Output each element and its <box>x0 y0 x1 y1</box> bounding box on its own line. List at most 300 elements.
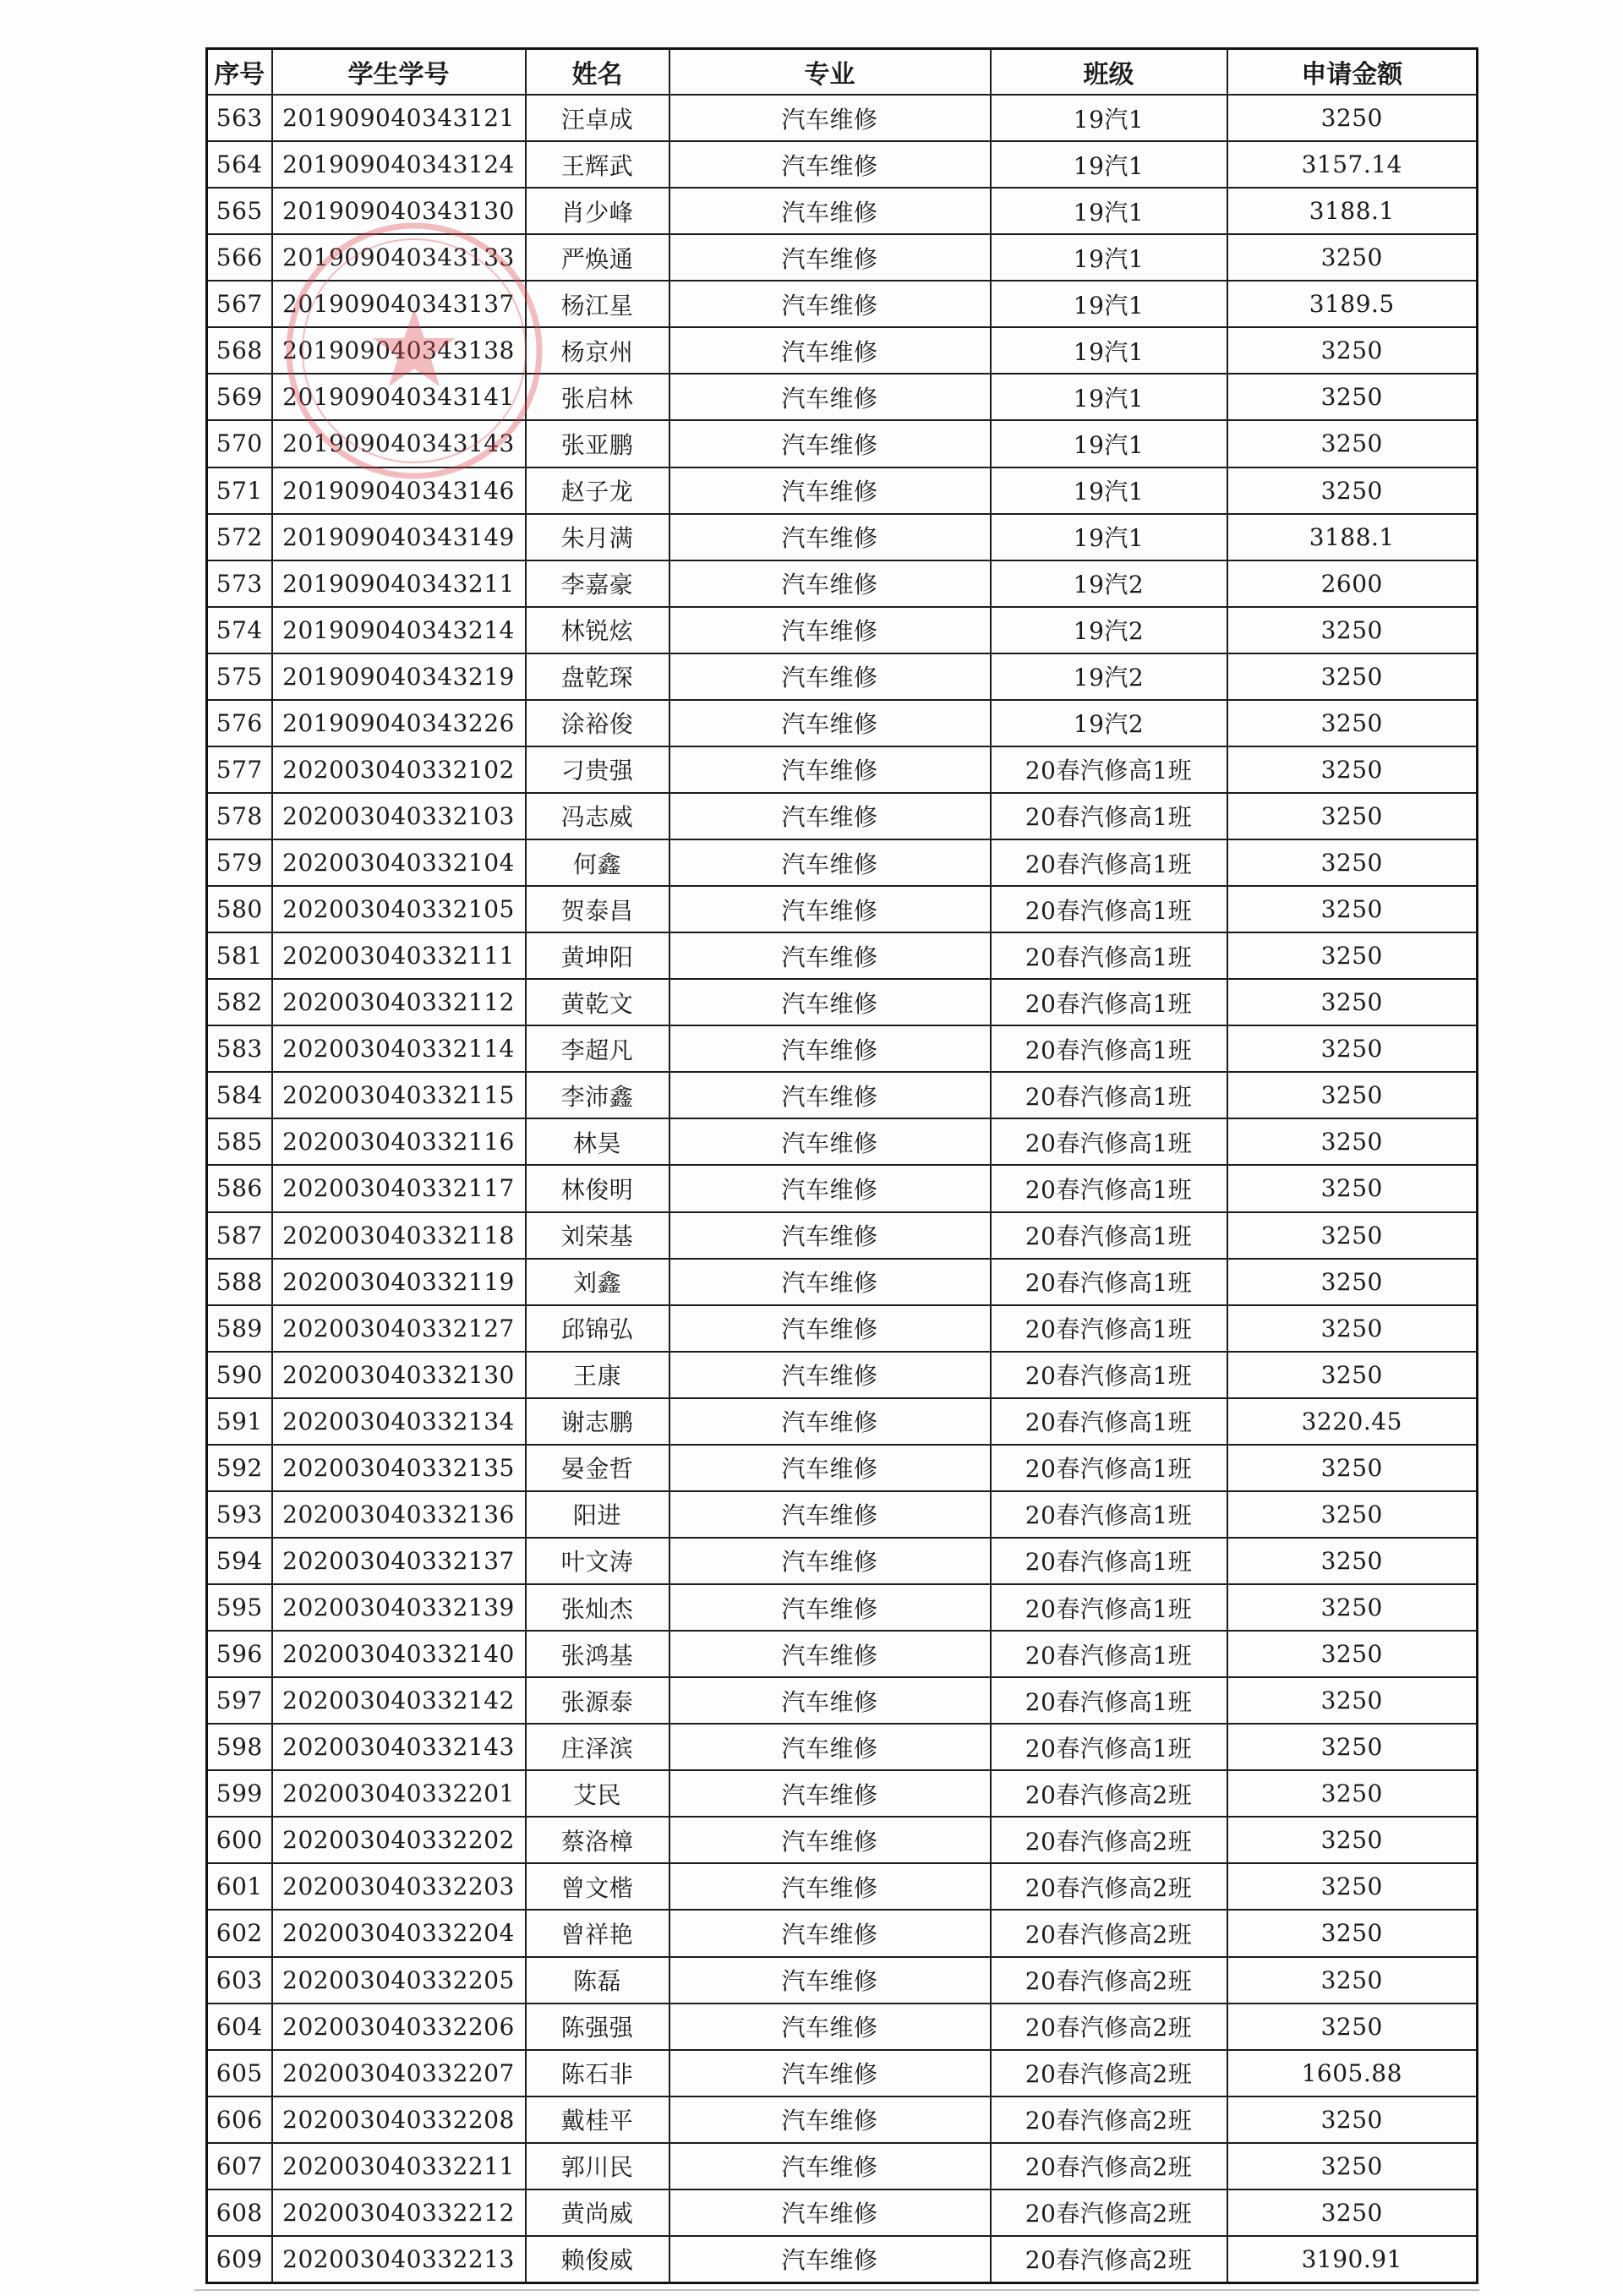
row-class-cell: 20春汽修高1班 <box>991 979 1227 1025</box>
row-student-id-cell: 201909040343143 <box>272 420 526 467</box>
row-major-cell: 汽车维修 <box>669 1724 991 1770</box>
row-major-cell: 汽车维修 <box>669 2236 991 2283</box>
row-major-cell: 汽车维修 <box>669 467 991 514</box>
row-seq-cell: 594 <box>207 1538 272 1584</box>
row-student-id-cell: 202003040332142 <box>272 1677 526 1724</box>
row-name-cell: 蔡洛樟 <box>526 1817 669 1863</box>
row-class-cell: 20春汽修高1班 <box>991 1491 1227 1538</box>
row-amount-cell: 3157.14 <box>1227 141 1478 188</box>
row-class-cell: 20春汽修高1班 <box>991 886 1227 932</box>
row-seq-cell: 589 <box>207 1305 272 1352</box>
row-amount-cell: 3250 <box>1227 793 1478 839</box>
row-class-cell: 19汽2 <box>991 607 1227 653</box>
row-student-id-cell: 202003040332102 <box>272 746 526 793</box>
row-name-cell: 黄尚威 <box>526 2189 669 2236</box>
row-amount-cell: 3189.5 <box>1227 281 1478 327</box>
table-row <box>207 1118 1478 1165</box>
row-name-cell: 郭川民 <box>526 2143 669 2189</box>
row-student-id-cell: 201909040343146 <box>272 467 526 514</box>
row-seq-cell: 566 <box>207 234 272 281</box>
row-major-cell: 汽车维修 <box>669 514 991 560</box>
row-amount-cell: 3250 <box>1227 746 1478 793</box>
table-row <box>207 886 1478 932</box>
row-student-id-cell: 201909040343137 <box>272 281 526 327</box>
row-seq-cell: 586 <box>207 1165 272 1211</box>
row-student-id-cell: 202003040332111 <box>272 932 526 979</box>
row-seq-cell: 577 <box>207 746 272 793</box>
row-class-cell: 19汽1 <box>991 514 1227 560</box>
row-name-cell: 林锐炫 <box>526 607 669 653</box>
row-amount-cell: 3250 <box>1227 1724 1478 1770</box>
row-name-cell: 刘鑫 <box>526 1259 669 1305</box>
table-row <box>207 95 1478 141</box>
table-row <box>207 420 1478 467</box>
row-amount-cell: 3250 <box>1227 2189 1478 2236</box>
table-body <box>207 95 1478 2283</box>
table-row <box>207 1025 1478 1072</box>
row-major-cell: 汽车维修 <box>669 1305 991 1352</box>
row-amount-cell: 3250 <box>1227 1584 1478 1631</box>
row-student-id-cell: 202003040332116 <box>272 1118 526 1165</box>
row-student-id-cell: 201909040343226 <box>272 700 526 746</box>
row-name-cell: 赖俊威 <box>526 2236 669 2283</box>
row-name-cell: 李沛鑫 <box>526 1072 669 1118</box>
row-student-id-cell: 202003040332203 <box>272 1863 526 1910</box>
row-seq-cell: 602 <box>207 1910 272 1956</box>
row-seq-cell: 582 <box>207 979 272 1025</box>
table-row <box>207 746 1478 793</box>
table-row <box>207 1305 1478 1352</box>
row-class-cell: 19汽1 <box>991 467 1227 514</box>
row-student-id-cell: 202003040332202 <box>272 1817 526 1863</box>
row-amount-cell: 3250 <box>1227 1025 1478 1072</box>
table-row <box>207 1724 1478 1770</box>
row-class-cell: 20春汽修高2班 <box>991 2143 1227 2189</box>
row-name-cell: 张鸿基 <box>526 1631 669 1677</box>
table-row <box>207 607 1478 653</box>
row-seq-cell: 601 <box>207 1863 272 1910</box>
row-name-cell: 艾民 <box>526 1770 669 1817</box>
row-major-cell: 汽车维修 <box>669 1212 991 1259</box>
row-name-cell: 朱月满 <box>526 514 669 560</box>
row-seq-cell: 584 <box>207 1072 272 1118</box>
row-major-cell: 汽车维修 <box>669 1584 991 1631</box>
row-seq-cell: 579 <box>207 839 272 886</box>
row-class-cell: 19汽1 <box>991 327 1227 374</box>
row-seq-cell: 587 <box>207 1212 272 1259</box>
row-student-id-cell: 202003040332211 <box>272 2143 526 2189</box>
row-name-cell: 贺泰昌 <box>526 886 669 932</box>
row-major-cell: 汽车维修 <box>669 1072 991 1118</box>
row-seq-cell: 571 <box>207 467 272 514</box>
row-name-cell: 杨江星 <box>526 281 669 327</box>
row-seq-cell: 591 <box>207 1398 272 1445</box>
row-amount-cell: 3250 <box>1227 653 1478 700</box>
row-name-cell: 刁贵强 <box>526 746 669 793</box>
row-class-cell: 20春汽修高1班 <box>991 1724 1227 1770</box>
table-row <box>207 234 1478 281</box>
row-seq-cell: 578 <box>207 793 272 839</box>
row-class-cell: 20春汽修高2班 <box>991 1817 1227 1863</box>
row-class-cell: 20春汽修高1班 <box>991 1165 1227 1211</box>
row-class-cell: 19汽1 <box>991 374 1227 420</box>
row-amount-cell: 3250 <box>1227 1677 1478 1724</box>
row-student-id-cell: 202003040332140 <box>272 1631 526 1677</box>
row-student-id-cell: 202003040332117 <box>272 1165 526 1211</box>
header-seq: 序号 <box>207 49 272 96</box>
row-amount-cell: 3250 <box>1227 1165 1478 1211</box>
row-class-cell: 20春汽修高2班 <box>991 1863 1227 1910</box>
row-class-cell: 19汽1 <box>991 234 1227 281</box>
row-name-cell: 林昊 <box>526 1118 669 1165</box>
row-student-id-cell: 201909040343141 <box>272 374 526 420</box>
row-class-cell: 19汽2 <box>991 653 1227 700</box>
row-seq-cell: 608 <box>207 2189 272 2236</box>
row-amount-cell: 3250 <box>1227 1538 1478 1584</box>
table-row <box>207 560 1478 607</box>
row-class-cell: 19汽1 <box>991 95 1227 141</box>
row-class-cell: 20春汽修高1班 <box>991 1305 1227 1352</box>
table-row <box>207 514 1478 560</box>
row-seq-cell: 585 <box>207 1118 272 1165</box>
row-seq-cell: 564 <box>207 141 272 188</box>
row-student-id-cell: 202003040332103 <box>272 793 526 839</box>
row-class-cell: 20春汽修高1班 <box>991 793 1227 839</box>
table-row <box>207 2189 1478 2236</box>
row-class-cell: 20春汽修高1班 <box>991 1398 1227 1445</box>
row-amount-cell: 3250 <box>1227 1212 1478 1259</box>
row-major-cell: 汽车维修 <box>669 1631 991 1677</box>
row-major-cell: 汽车维修 <box>669 2096 991 2143</box>
row-name-cell: 张灿杰 <box>526 1584 669 1631</box>
row-name-cell: 盘乾琛 <box>526 653 669 700</box>
row-major-cell: 汽车维修 <box>669 1491 991 1538</box>
table-row <box>207 188 1478 234</box>
row-major-cell: 汽车维修 <box>669 374 991 420</box>
row-amount-cell: 3250 <box>1227 1957 1478 2004</box>
row-class-cell: 19汽1 <box>991 141 1227 188</box>
row-student-id-cell: 202003040332137 <box>272 1538 526 1584</box>
row-seq-cell: 573 <box>207 560 272 607</box>
table-row <box>207 2143 1478 2189</box>
row-seq-cell: 568 <box>207 327 272 374</box>
row-amount-cell: 3250 <box>1227 2143 1478 2189</box>
table-row <box>207 2050 1478 2096</box>
subsidy-roster-table <box>205 47 1478 2284</box>
row-major-cell: 汽车维修 <box>669 1398 991 1445</box>
row-name-cell: 张源泰 <box>526 1677 669 1724</box>
row-name-cell: 刘荣基 <box>526 1212 669 1259</box>
row-major-cell: 汽车维修 <box>669 653 991 700</box>
row-amount-cell: 3250 <box>1227 979 1478 1025</box>
table-row <box>207 2096 1478 2143</box>
row-major-cell: 汽车维修 <box>669 1957 991 2004</box>
row-class-cell: 20春汽修高1班 <box>991 1584 1227 1631</box>
row-amount-cell: 3250 <box>1227 234 1478 281</box>
row-major-cell: 汽车维修 <box>669 1677 991 1724</box>
row-name-cell: 李嘉豪 <box>526 560 669 607</box>
row-student-id-cell: 202003040332105 <box>272 886 526 932</box>
table-row <box>207 1538 1478 1584</box>
row-amount-cell: 3250 <box>1227 95 1478 141</box>
row-student-id-cell: 202003040332204 <box>272 1910 526 1956</box>
row-amount-cell: 3250 <box>1227 374 1478 420</box>
table-header-row <box>207 49 1478 96</box>
row-amount-cell: 3188.1 <box>1227 188 1478 234</box>
row-name-cell: 邱锦弘 <box>526 1305 669 1352</box>
row-name-cell: 谢志鹏 <box>526 1398 669 1445</box>
row-major-cell: 汽车维修 <box>669 1770 991 1817</box>
row-student-id-cell: 202003040332143 <box>272 1724 526 1770</box>
row-student-id-cell: 202003040332112 <box>272 979 526 1025</box>
row-major-cell: 汽车维修 <box>669 746 991 793</box>
row-seq-cell: 565 <box>207 188 272 234</box>
row-class-cell: 20春汽修高2班 <box>991 2004 1227 2050</box>
row-seq-cell: 595 <box>207 1584 272 1631</box>
table-row <box>207 1770 1478 1817</box>
row-amount-cell: 3250 <box>1227 1352 1478 1398</box>
row-name-cell: 何鑫 <box>526 839 669 886</box>
row-major-cell: 汽车维修 <box>669 700 991 746</box>
row-amount-cell: 3250 <box>1227 932 1478 979</box>
row-seq-cell: 590 <box>207 1352 272 1398</box>
row-seq-cell: 575 <box>207 653 272 700</box>
row-name-cell: 叶文涛 <box>526 1538 669 1584</box>
row-name-cell: 李超凡 <box>526 1025 669 1072</box>
row-major-cell: 汽车维修 <box>669 2143 991 2189</box>
row-class-cell: 20春汽修高2班 <box>991 2236 1227 2283</box>
row-student-id-cell: 202003040332212 <box>272 2189 526 2236</box>
row-student-id-cell: 202003040332208 <box>272 2096 526 2143</box>
row-name-cell: 陈磊 <box>526 1957 669 2004</box>
row-major-cell: 汽车维修 <box>669 327 991 374</box>
page-bottom-rule <box>194 2289 1479 2291</box>
row-amount-cell: 3250 <box>1227 1445 1478 1491</box>
row-seq-cell: 603 <box>207 1957 272 2004</box>
row-seq-cell: 567 <box>207 281 272 327</box>
table-row <box>207 839 1478 886</box>
row-student-id-cell: 202003040332130 <box>272 1352 526 1398</box>
row-class-cell: 19汽1 <box>991 188 1227 234</box>
row-name-cell: 阳进 <box>526 1491 669 1538</box>
row-class-cell: 20春汽修高1班 <box>991 1538 1227 1584</box>
table-row <box>207 1863 1478 1910</box>
row-student-id-cell: 202003040332119 <box>272 1259 526 1305</box>
row-amount-cell: 3250 <box>1227 1072 1478 1118</box>
row-student-id-cell: 202003040332135 <box>272 1445 526 1491</box>
row-amount-cell: 3250 <box>1227 1631 1478 1677</box>
row-student-id-cell: 201909040343124 <box>272 141 526 188</box>
row-name-cell: 张启林 <box>526 374 669 420</box>
row-major-cell: 汽车维修 <box>669 886 991 932</box>
header-student-id: 学生学号 <box>272 49 526 96</box>
row-seq-cell: 606 <box>207 2096 272 2143</box>
row-seq-cell: 609 <box>207 2236 272 2283</box>
row-amount-cell: 3250 <box>1227 1910 1478 1956</box>
table-row <box>207 467 1478 514</box>
row-student-id-cell: 201909040343133 <box>272 234 526 281</box>
row-seq-cell: 580 <box>207 886 272 932</box>
row-student-id-cell: 202003040332134 <box>272 1398 526 1445</box>
row-amount-cell: 3250 <box>1227 1863 1478 1910</box>
row-class-cell: 20春汽修高2班 <box>991 2189 1227 2236</box>
row-amount-cell: 3250 <box>1227 467 1478 514</box>
row-class-cell: 20春汽修高1班 <box>991 1445 1227 1491</box>
row-name-cell: 林俊明 <box>526 1165 669 1211</box>
table-row <box>207 1584 1478 1631</box>
table-row <box>207 932 1478 979</box>
table-row <box>207 2236 1478 2283</box>
row-seq-cell: 576 <box>207 700 272 746</box>
table-row <box>207 1631 1478 1677</box>
row-class-cell: 20春汽修高2班 <box>991 1910 1227 1956</box>
row-student-id-cell: 202003040332136 <box>272 1491 526 1538</box>
table-row <box>207 653 1478 700</box>
table-row <box>207 141 1478 188</box>
row-student-id-cell: 202003040332127 <box>272 1305 526 1352</box>
row-amount-cell: 3250 <box>1227 420 1478 467</box>
row-major-cell: 汽车维修 <box>669 2189 991 2236</box>
row-class-cell: 20春汽修高1班 <box>991 1352 1227 1398</box>
row-amount-cell: 3250 <box>1227 2004 1478 2050</box>
row-name-cell: 杨京州 <box>526 327 669 374</box>
row-class-cell: 20春汽修高1班 <box>991 1259 1227 1305</box>
row-class-cell: 20春汽修高2班 <box>991 1770 1227 1817</box>
row-class-cell: 20春汽修高1班 <box>991 1212 1227 1259</box>
row-student-id-cell: 201909040343130 <box>272 188 526 234</box>
row-seq-cell: 592 <box>207 1445 272 1491</box>
row-class-cell: 20春汽修高2班 <box>991 1957 1227 2004</box>
row-seq-cell: 593 <box>207 1491 272 1538</box>
row-student-id-cell: 202003040332201 <box>272 1770 526 1817</box>
row-name-cell: 曾文楷 <box>526 1863 669 1910</box>
row-student-id-cell: 201909040343219 <box>272 653 526 700</box>
row-class-cell: 20春汽修高2班 <box>991 2096 1227 2143</box>
row-class-cell: 20春汽修高1班 <box>991 1677 1227 1724</box>
row-seq-cell: 596 <box>207 1631 272 1677</box>
row-seq-cell: 605 <box>207 2050 272 2096</box>
header-major: 专业 <box>669 49 991 96</box>
row-amount-cell: 3250 <box>1227 1118 1478 1165</box>
row-major-cell: 汽车维修 <box>669 141 991 188</box>
row-major-cell: 汽车维修 <box>669 234 991 281</box>
row-student-id-cell: 201909040343138 <box>272 327 526 374</box>
row-seq-cell: 604 <box>207 2004 272 2050</box>
row-student-id-cell: 201909040343211 <box>272 560 526 607</box>
row-major-cell: 汽车维修 <box>669 95 991 141</box>
table-row <box>207 979 1478 1025</box>
row-amount-cell: 1605.88 <box>1227 2050 1478 2096</box>
table-row <box>207 1352 1478 1398</box>
row-name-cell: 肖少峰 <box>526 188 669 234</box>
row-student-id-cell: 202003040332118 <box>272 1212 526 1259</box>
table-row <box>207 374 1478 420</box>
row-major-cell: 汽车维修 <box>669 2004 991 2050</box>
row-student-id-cell: 201909040343149 <box>272 514 526 560</box>
table-row <box>207 2004 1478 2050</box>
row-major-cell: 汽车维修 <box>669 793 991 839</box>
table-row <box>207 327 1478 374</box>
row-major-cell: 汽车维修 <box>669 1445 991 1491</box>
table-row <box>207 1445 1478 1491</box>
row-name-cell: 黄坤阳 <box>526 932 669 979</box>
row-major-cell: 汽车维修 <box>669 560 991 607</box>
table-row <box>207 1259 1478 1305</box>
row-name-cell: 陈强强 <box>526 2004 669 2050</box>
row-major-cell: 汽车维修 <box>669 188 991 234</box>
row-amount-cell: 3250 <box>1227 2096 1478 2143</box>
row-seq-cell: 607 <box>207 2143 272 2189</box>
row-class-cell: 20春汽修高1班 <box>991 746 1227 793</box>
row-major-cell: 汽车维修 <box>669 932 991 979</box>
row-name-cell: 曾祥艳 <box>526 1910 669 1956</box>
row-student-id-cell: 202003040332104 <box>272 839 526 886</box>
row-major-cell: 汽车维修 <box>669 1352 991 1398</box>
header-name: 姓名 <box>526 49 669 96</box>
row-name-cell: 张亚鹏 <box>526 420 669 467</box>
table-row <box>207 700 1478 746</box>
row-amount-cell: 3250 <box>1227 1817 1478 1863</box>
row-class-cell: 20春汽修高1班 <box>991 1631 1227 1677</box>
table-row <box>207 1165 1478 1211</box>
row-class-cell: 20春汽修高1班 <box>991 1025 1227 1072</box>
row-amount-cell: 3190.91 <box>1227 2236 1478 2283</box>
row-amount-cell: 3250 <box>1227 327 1478 374</box>
row-seq-cell: 588 <box>207 1259 272 1305</box>
row-name-cell: 王康 <box>526 1352 669 1398</box>
row-student-id-cell: 202003040332205 <box>272 1957 526 2004</box>
row-seq-cell: 570 <box>207 420 272 467</box>
row-name-cell: 汪卓成 <box>526 95 669 141</box>
row-seq-cell: 563 <box>207 95 272 141</box>
row-class-cell: 19汽1 <box>991 281 1227 327</box>
row-major-cell: 汽车维修 <box>669 1259 991 1305</box>
table-row <box>207 281 1478 327</box>
row-amount-cell: 3250 <box>1227 700 1478 746</box>
row-seq-cell: 598 <box>207 1724 272 1770</box>
row-name-cell: 陈石非 <box>526 2050 669 2096</box>
row-amount-cell: 3220.45 <box>1227 1398 1478 1445</box>
row-seq-cell: 599 <box>207 1770 272 1817</box>
row-class-cell: 19汽2 <box>991 700 1227 746</box>
table-row <box>207 1957 1478 2004</box>
row-seq-cell: 581 <box>207 932 272 979</box>
row-amount-cell: 3250 <box>1227 886 1478 932</box>
row-seq-cell: 597 <box>207 1677 272 1724</box>
header-amount: 申请金额 <box>1227 49 1478 96</box>
table-row <box>207 1491 1478 1538</box>
row-name-cell: 庄泽滨 <box>526 1724 669 1770</box>
row-major-cell: 汽车维修 <box>669 1118 991 1165</box>
row-student-id-cell: 202003040332206 <box>272 2004 526 2050</box>
table-row <box>207 793 1478 839</box>
row-major-cell: 汽车维修 <box>669 420 991 467</box>
row-student-id-cell: 202003040332207 <box>272 2050 526 2096</box>
row-name-cell: 赵子龙 <box>526 467 669 514</box>
row-seq-cell: 574 <box>207 607 272 653</box>
row-major-cell: 汽车维修 <box>669 607 991 653</box>
table-row <box>207 1212 1478 1259</box>
row-student-id-cell: 202003040332115 <box>272 1072 526 1118</box>
row-name-cell: 涂裕俊 <box>526 700 669 746</box>
row-seq-cell: 583 <box>207 1025 272 1072</box>
row-class-cell: 20春汽修高2班 <box>991 2050 1227 2096</box>
table-row <box>207 1072 1478 1118</box>
row-major-cell: 汽车维修 <box>669 1910 991 1956</box>
table-row <box>207 1910 1478 1956</box>
row-name-cell: 黄乾文 <box>526 979 669 1025</box>
row-class-cell: 20春汽修高1班 <box>991 1118 1227 1165</box>
